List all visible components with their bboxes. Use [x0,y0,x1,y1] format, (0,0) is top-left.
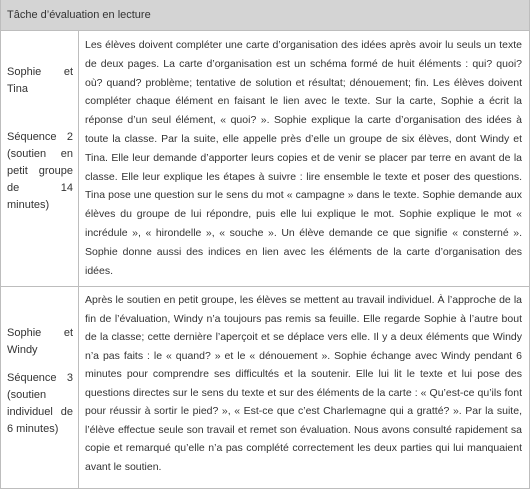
participants-label: Sophie et Windy [7,327,73,356]
sequence-label: Séquence 2 (soutien en petit groupe de 14 minutes) [7,131,73,211]
table-title: Tâche d’évaluation en lecture [1,0,529,31]
table-row [1,31,529,287]
participants-label: Sophie et Tina [7,66,73,95]
description-text: Les élèves doivent compléter une carte d’organisation des idées après avoir lu seuls un texte de deux pages. La carte d’organisation est un schéma formé de huit éléments : qui? quoi? où? quand? problème; tentative de solution et résultat; dénouement; fin. Les élèves doivent compléter chaque élément en faisant le lien avec le texte. Sur la carte, Sophie a écrit la réponse d’un seul élément, « quoi? ». Sophie explique la carte d’organisation des idées à toute la classe. Par la suite, elle appelle près d’elle un groupe de six élèves, dont Windy et Tina. Elle leur demande d’apporter leurs copies et de venir se placer par terre en avant de la classe. Elle leur explique les étapes à suivre : lire ensemble le texte et poser des questions. Tina pose une question sur le sens du mot « campagne » dans le texte. Sophie demande aux élèves du groupe de lui répondre, puis elle lui explique le mot. Sophie explique le mot « incrédule », « hirondelle », « souche ». Un élève demande ce que signifie « consterné ». Sophie donne aussi des indices en lien avec les éléments de la carte d’organisation des idées. [85,39,522,277]
table-row [1,287,529,489]
sequence-label: Séquence 3 (soutien individuel de 6 minutes) [7,372,73,435]
row-label-cell [1,287,79,489]
row-label-cell [1,31,79,286]
description-text: Après le soutien en petit groupe, les élèves se mettent au travail individuel. À l’approche de la fin de l’évaluation, Windy n’a toujours pas remis sa feuille. Elle regarde Sophie à l’autre bout de la classe; cette dernière l’aperçoit et se déplace vers elle. Il y a deux éléments que Windy n’a pas faits : le « quand? » et le « dénouement ». Sophie échange avec Windy pendant 6 minutes pour comprendre ses difficultés et la soutenir. Elle lui lit le texte et lui pose des questions directes sur le sens du texte et sur des éléments de la carte : « Qu’est-ce qu’ils font pour réussir à sortir le pied? », « Est-ce que c’est Charlemagne qui a gratté? ». Par la suite, l’élève effectue seule son travail et remet son évaluation. Nous avons consulté rapidement sa copie et remarqué qu’elle n’a pas complété correctement les deux parties qui lui manquaient avant le soutien. [85,294,522,473]
